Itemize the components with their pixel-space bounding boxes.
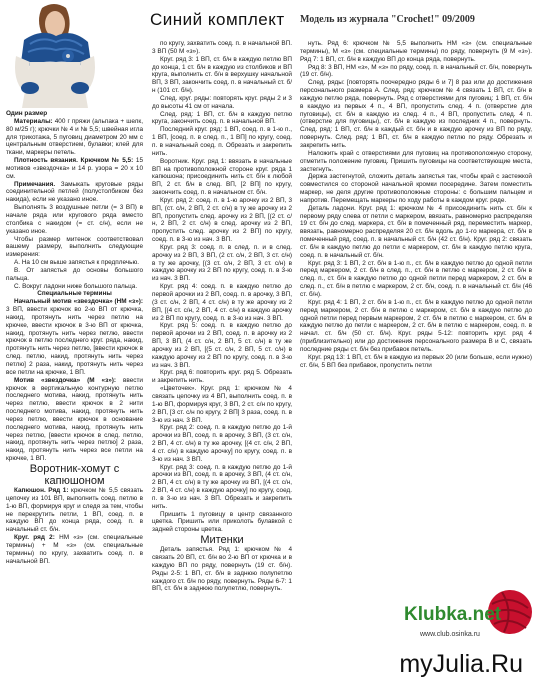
col2-p5: Последний круг. ряд: 1 ВП, соед. п. в 1-ю п., 1 ВП, [соед. п. в след. п., 1 ВП] по кругу, соед. п. в начальный соед. п. Обрезать и закрепить нить. bbox=[152, 126, 292, 157]
col3-p5: Держа застегнутой, сложить деталь запястья так, чтобы край с застежкой совместился со стороной начальной кромки посередине. Затем поместить маркер, не деля другие противоположные стороны: с большим пальцем и напротив. Перемещать маркеры по ходу работы в каждом круг. ряде. bbox=[300, 173, 532, 204]
col2-p2: Круг. ряд 3: 1 ВП, ст. б/н в каждую петлю ВП до конца, 1 ст. б/н в каждую из столбиков и ВП круга, выполнить ст. б/н в верхушку начальной ВП, 3 ВП, закончить соед. п. в начальный ст. б/н (101 ст. б/н). bbox=[152, 55, 292, 95]
measure-b: В. От запястья до основы большого пальца. bbox=[6, 266, 143, 282]
col3-p3: След. ряды: [повторять поочередно ряды 6 и 7] 8 раз или до достижения персонального размера А. След. ряд: крючком № 4 связать 1 ВП, ст. б/н в каждую петлю ряда, повернуть. Ряд с отверстиями для пуговиц: 1 ВП, ст. б/н в каждую из первых 4 п., 4 ВП, пропустить след. 4 п. (отверстие для пуговицы), ст. б/н в каждую из след. 4 п., 4 ВП, пропустить след. 4 п. (отверстие для пуговицы), ст. б/н в каждую из последних 4 п., повернуть. След. ряд: 1 ВП, ст. б/н в каждый ст. б/н и в каждую арочку из ВП по ряду, повернуть. След. ряд: 1 ВП, ст. б/н в каждую петлю по ряду. Обрезать и закрепить нить. bbox=[300, 79, 532, 149]
note-paragraph-2: Выполнять 3 воздушные петли (= 3 ВП) в начале ряда или кругового ряда вместо столбика с накидом (= ст. с/н), если не указано иное. bbox=[6, 204, 143, 235]
page-title: Синий комплект bbox=[150, 10, 285, 29]
col2-p6: Воротник. Круг. ряд 1: ввязать в начальные ВП на противоположной стороне круг. ряда 1 капюшона; присоединить нить ст. б/н к любой ВП, 2 ст. б/н в след. ВП, [2 ВП] по кругу, закончить соед. п. в начальном ст. б/н. bbox=[152, 157, 292, 197]
col3-p7: Круг. ряд 3: 1 ВП, 2 ст. б/н в 1-ю п., ст. б/н в каждую петлю до одной петли перед маркером, 2 ст. б/н в след. п., ст. б/н в петлю с маркером, 2 ст. б/н в след. п., ст. б/н в каждую петлю до одной петли перед маркером, 2 ст. б/н в след. п., ст. б/н в петлю с маркером, 2 ст. б/н, соед. п. в начальный ст. б/н (46 ст. б/н). bbox=[300, 259, 532, 298]
col3-p9: Круг. ряд 13: 1 ВП, ст. б/н в каждую из первых 20 (или больше, если нужно) ст. б/н, 5 ВП без прибавок, пропустить петли bbox=[300, 353, 532, 369]
col3-p6: Деталь ладони. Круг. ряд 1: крючком № 4 присоединить нить ст. б/н к первому ряду слева от петли с маркером, ввязать, равномерно распределяя 19 ст. б/н до след. маркера, ст. б/н в помеченный ряд, переместить маркер, ввязать, равномерно распределяя 20 ст. б/н вдоль до 1-го маркера, ст. б/н в помеченный ряд, соед. п. в начальный ст. б/н (42 ст. б/н). Круг. ряд 2: связать ст. б/н в каждую петлю до петли с маркером, ст. б/н в каждую петлю круга, соед. п. в начальный ст. б/н. bbox=[300, 204, 532, 259]
collar-heading: Воротник-хомут с капюшоном bbox=[29, 462, 120, 487]
klubka-logo bbox=[398, 568, 532, 648]
col3-p4: Наложить край с отверстиями для пуговиц на противоположную сторону, отметить положение пуговиц. Пришить пуговицы на соответствующие места, застегнуть. bbox=[300, 149, 532, 173]
col2-p3: След. круг. ряды: повторять круг. ряды 2 и 3 до высоты 41 см от начала. bbox=[152, 94, 292, 110]
col2-p13: Круг. ряд 2: соед. п. в каждую петлю до 1-й арочки из ВП, соед. п. в арочку, 3 ВП, (3 ст. с/н, 2 ВП, 4 ст. с/н) в ту же арочку, [(4 ст. с/н, 2 ВП, 4 ст. с/н) в каждую арочку] по кругу, соед. п. в 3-ю из нач. 3 ВП. bbox=[152, 424, 292, 463]
motif1-paragraph: Начальный мотив «звездочка» (НМ «з»): 3 ВП, ввести крючок во 2-ю ВП от крючка, накид, протянуть нить через петлю на крючке, ввести крючок в 3-ю ВП от крючка, накид, протянуть нить через петлю, ввести крючок в петлю последнего круг. ряда, накид, протянуть нить через петлю, [ввести крючок в след. петлю, накид, протянуть нить через петлю] 2 раза, накид, протянуть нить через все петли на крючке, 1 ВП. bbox=[6, 298, 143, 376]
col3-p1: нуть. Ряд 6: крючком № 5,5 выполнить НМ «з» (см. специальные термины), М «з» (см. специальные термины) по ряду, повернуть (9 М «з»). Ряд 7: 1 ВП, ст. б/н в каждую ВП до конца ряда, повернуть. bbox=[300, 40, 532, 63]
note-paragraph: Примечания. Замыкать круговые ряды соединительной петлей (полустолбиком без накида), если не указано иное. bbox=[6, 180, 143, 204]
site-url: www.club.osinka.ru bbox=[420, 631, 480, 638]
mittens-heading: Митенки bbox=[200, 534, 244, 547]
col2-p7: Круг. ряд 2: соед. п. в 1-ю арочку из 2 ВП, 3 ВП, (ст. с/н, 2 ВП, 2 ст. с/н) в ту же арочку из 2 ВП, пропустить след. арочку из 2 ВП, [(2 ст. с/н, 2 ВП, 2 ст. с/н) в след. арочку из 2 ВП, пропустить след. арочку из 2 ВП] по кругу, соед. п. в 3-ю из нач. 3 ВП. bbox=[152, 196, 292, 244]
magazine-source: Модель из журнала "Crochet!" 09/2009 bbox=[300, 14, 475, 25]
col2-p1: по кругу, захватить соед. п. в начальной ВП. 3 ВП (50 М «з»). bbox=[152, 40, 292, 55]
measure-c: С. Вокруг ладони ниже большого пальца. bbox=[14, 282, 138, 290]
col3-p8: Круг. ряд 4: 1 ВП, 2 ст. б/н в 1-ю п., ст. б/н в каждую петлю до одной петли перед маркером, 2 ст. б/н в петлю с маркером, ст. б/н в каждую петлю до одной петли перед первым маркером, 2 ст. б/н в петлю с маркером, ст. б/н в каждую петлю до петли с маркером, 2 ст. б/н в петлю с маркером, соед. п. в начал. ст. б/н (50 ст. б/н). Круг. ряды 5-12: повторить круг. ряд 4 (приблизительно) или до достижения персонального размера В и С, связать последние ряды ст. б/н без прибавок петель. bbox=[300, 298, 532, 353]
col2-p16: Деталь запястья. Ряд 1: крючком № 4 связать 20 ВП, ст. б/н во 2-ю ВП от крючка и в каждую ВП по ряду, повернуть (19 ст. б/н). Ряды 2-5: 1 ВП, ст. б/н в заднюю полупетлю каждого ст. б/н по ряду, повернуть. Ряды 6-7: 1 ВП, ст. б/н в заднюю полупетлю, повернуть. bbox=[152, 546, 292, 593]
col3-p2: Ряд 8: 3 ВП, НМ «з», М «з» по ряду, соед. п. в начальный ст. б/н, повернуть (19 ст. б/н). bbox=[300, 63, 532, 79]
col2-p10: Круг. ряд 5: соед. п. в каждую петлю до первой арочки из 2 ВП, соед. п. в арочку из 2 ВП, 3 ВП, (4 ст. с/н, 2 ВП, 5 ст. с/н) в ту же арочку из 2 ВП, [(5 ст. с/н, 2 ВП, 5 ст. с/н) в каждую арочку из 2 ВП по кругу, соед. п. в 3-ю из нач. 3 ВП. bbox=[152, 322, 292, 369]
density-paragraph: Плотность вязания. Крючком № 5,5: 15 мотивов «звездочка» и 14 р. узора = 20 х 10 см. bbox=[6, 157, 143, 180]
col2-p11: Круг. ряд 6: повторить круг. ряд 5. Обрезать и закрепить нить. bbox=[152, 369, 292, 385]
note-paragraph-3: Чтобы размер митенок соответствовал вашему размеру, выполнить следующие измерения: bbox=[6, 235, 143, 259]
measure-a: А. На 10 см выше запястья к предплечью. bbox=[14, 259, 140, 267]
logo-text: Klubka.net bbox=[404, 604, 502, 625]
model-photo bbox=[2, 0, 102, 108]
col2-p15: Пришить 1 пуговицу в центр связанного цветка. Пришить или приколоть булавкой с задней стороны цветка. bbox=[152, 510, 292, 534]
materials-paragraph: Материалы: 400 г пряжи (альпака + шелк, 80 м/25 г); крючки № 4 и № 5,5; швейная игла для трикотажа, 5 пуговиц диаметром 20 мм с центральным отверстием, булавки; клей для ткани, маркеры петель. bbox=[6, 117, 143, 157]
text-column-3 bbox=[300, 40, 532, 600]
special-terms-heading: Специальные термины bbox=[37, 290, 112, 298]
size-heading: Один размер bbox=[6, 110, 48, 117]
col2-p4: След. ряд: 1 ВП, ст. б/н в каждую петлю круга, закончить соед. п. в начальной ВП. bbox=[152, 110, 292, 126]
hood-paragraph: Капюшон. Ряд 1: крючком № 5,5 связать цепочку из 101 ВП, выполнить соед. петлю в 1-ю ВП, формируя круг и следя за тем, чтобы не перекрутить петли, 1 ВП, соед. п. в каждую ВП до конца ряда, соед. п. в начальный ст. б/н. bbox=[6, 486, 143, 534]
col2-p8: Круг. ряд 3: соед. п. в след. п. и в след. арочку из 2 ВП, 3 ВП, (2 ст. с/н, 2 ВП, 3 ст. с/н) в ту же арочку, [(3 ст. с/н, 2 ВП, 3 ст. с/н) в каждую арочку из 2 ВП по кругу, соед. п. в 3-ю из нач. 3 ВП. bbox=[152, 243, 292, 283]
motif2-paragraph: Мотив «звездочка» (М «з»): ввести крючок в вертикальную контурную петлю последнего мотива, накид, протянуть нить через петлю, ввести крючок в 2 нити последнего мотива, накид, протянуть нить через петлю, ввести крючок в основание последнего мотива, накид, протянуть нить через петлю, [ввести крючок в след. петлю, накид, протянуть нить через петлю] 2 раза, накид, протянуть нить через все петли на крючке, 1 ВП. bbox=[6, 376, 143, 463]
text-column-1 bbox=[6, 110, 143, 658]
col2-p9: Круг. ряд 4: соед. п. в каждую петлю до первой арочки из 2 ВП, соед. п. в арочку, 3 ВП, (3 ст. с/н, 2 ВП, 4 ст. с/н) в ту же арочку из 2 ВП, [(4 ст. с/н, 2 ВП, 4 ст. с/н) в каждую арочку из 2 ВП по кругу, соед. п. в 3-ю из нач. 3 ВП. bbox=[152, 283, 292, 322]
col2-p14: Круг. ряд 3: соед. п. в каждую петлю до 1-й арочки из ВП, соед. п. в арочку, 3 ВП, (4 ст. с/н, 2 ВП, 4 ст. с/н) в ту же арочку из ВП, [(4 ст. с/н, 2 ВП, 4 ст. с/н) в каждую арочку] по кругу, соед. п. в 3-ю из нач. 3 ВП. Обрезать и закрепить нить. bbox=[152, 463, 292, 510]
col2-p12: «Цветочек». Круг. ряд 1: крючком № 4 связать цепочку из 4 ВП, выполнить соед. п. в 1-ю ВП, формируя круг, 3 ВП, 2 ст. с/н по кругу, 2 ВП, [3 ст. с/н по кругу, 2 ВП] 3 раза, соед. п. в 3-ю из нач. 3 ВП. bbox=[152, 385, 292, 424]
text-column-2 bbox=[152, 40, 292, 648]
hood-row2-paragraph: Круг. ряд 2: НМ «з» (см. специальные термины) + М «з» (см. специальные термины) по кругу, захватить соед. п. в начальной ВП. bbox=[6, 534, 143, 565]
watermark: myJulia.Ru bbox=[399, 650, 523, 678]
